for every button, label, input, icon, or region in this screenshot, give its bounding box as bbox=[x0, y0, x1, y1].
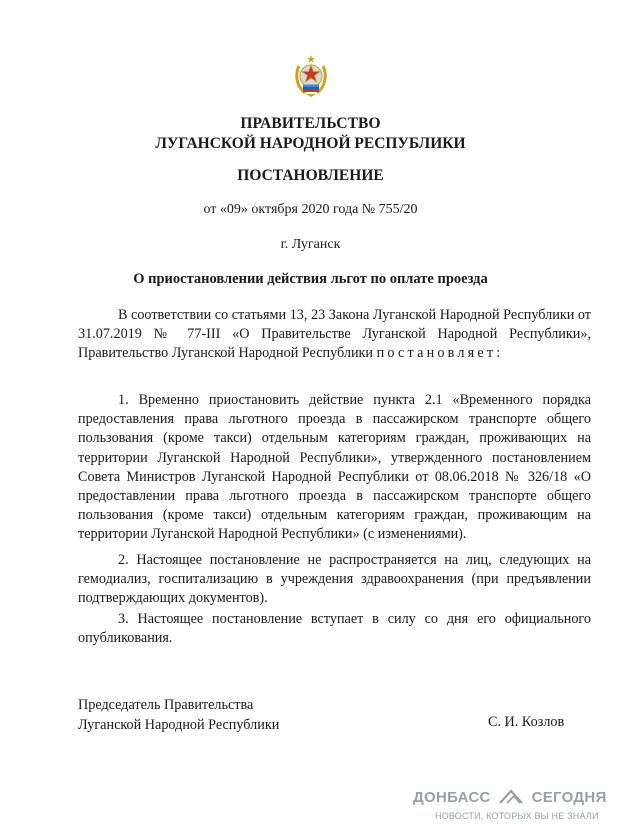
signatory-position-line1: Председатель Правительства bbox=[78, 697, 254, 713]
document-date-number: от «09» октября 2020 года № 755/20 bbox=[203, 202, 418, 217]
watermark bbox=[413, 787, 607, 827]
item-3-paragraph bbox=[78, 610, 591, 648]
resolves-text: постановляет: bbox=[376, 345, 504, 362]
item-1-paragraph bbox=[78, 391, 591, 545]
watermark-logo-icon bbox=[498, 789, 524, 805]
signatory-position bbox=[78, 696, 279, 735]
document-subject: О приостановлении действия льгот по оплате проезда bbox=[133, 271, 488, 287]
signatory-position-line2: Луганской Народной Республики bbox=[78, 716, 280, 733]
item-3-text: 3. Настоящее постановление вступает в силу со дня его официального опубликования. bbox=[78, 611, 591, 647]
watermark-tagline: НОВОСТИ, КОТОРЫХ ВЫ НЕ ЗНАЛИ bbox=[435, 811, 599, 821]
watermark-brand-right: СЕГОДНЯ bbox=[531, 789, 607, 806]
coat-of-arms-icon bbox=[293, 52, 329, 98]
item-1-text: 1. Временно приостановить действие пункта 2.1 «Временного порядка предоставления права льготного проезда в пассажирском транспорте общего пользования (кроме такси) отдельным категориям граждан, проживающих на территории Луганской Народной Республики», утвержденного постановлением Совета Министров Луганской Народной Республики от 08.06.2018 № 326/18 «О предоставлении права льготного проезда в пассажирском транспорте общего пользования (кроме такси) отдельным категориям граждан, проживающим на территории Луганской Народной Республики» (с изменениями). bbox=[78, 392, 591, 543]
document-type: ПОСТАНОВЛЕНИЕ bbox=[237, 167, 384, 184]
item-2-text: 2. Настоящее постановление не распространяется на лиц, следующих на гемодиализ, госпитализацию в учреждения здравоохранения (при предъявлении подтверждающих документов). bbox=[78, 552, 591, 607]
watermark-brand-left: ДОНБАСС bbox=[413, 789, 491, 806]
government-name-line1: ПРАВИТЕЛЬСТВО bbox=[240, 115, 381, 132]
preamble-paragraph bbox=[78, 306, 591, 364]
preamble-text: В соответствии со статьями 13, 23 Закона Луганской Народной Республики от 31.07.2019 № 77-III «О Правительстве Луганской Народной Республики», Правительство Луганской Народной Республики bbox=[78, 307, 591, 362]
item-2-paragraph bbox=[78, 551, 591, 609]
document-city: г. Луганск bbox=[280, 237, 341, 252]
signatory-name: С. И. Козлов bbox=[488, 714, 565, 730]
watermark-brand bbox=[413, 789, 607, 806]
government-name-line2: ЛУГАНСКОЙ НАРОДНОЙ РЕСПУБЛИКИ bbox=[155, 135, 466, 152]
